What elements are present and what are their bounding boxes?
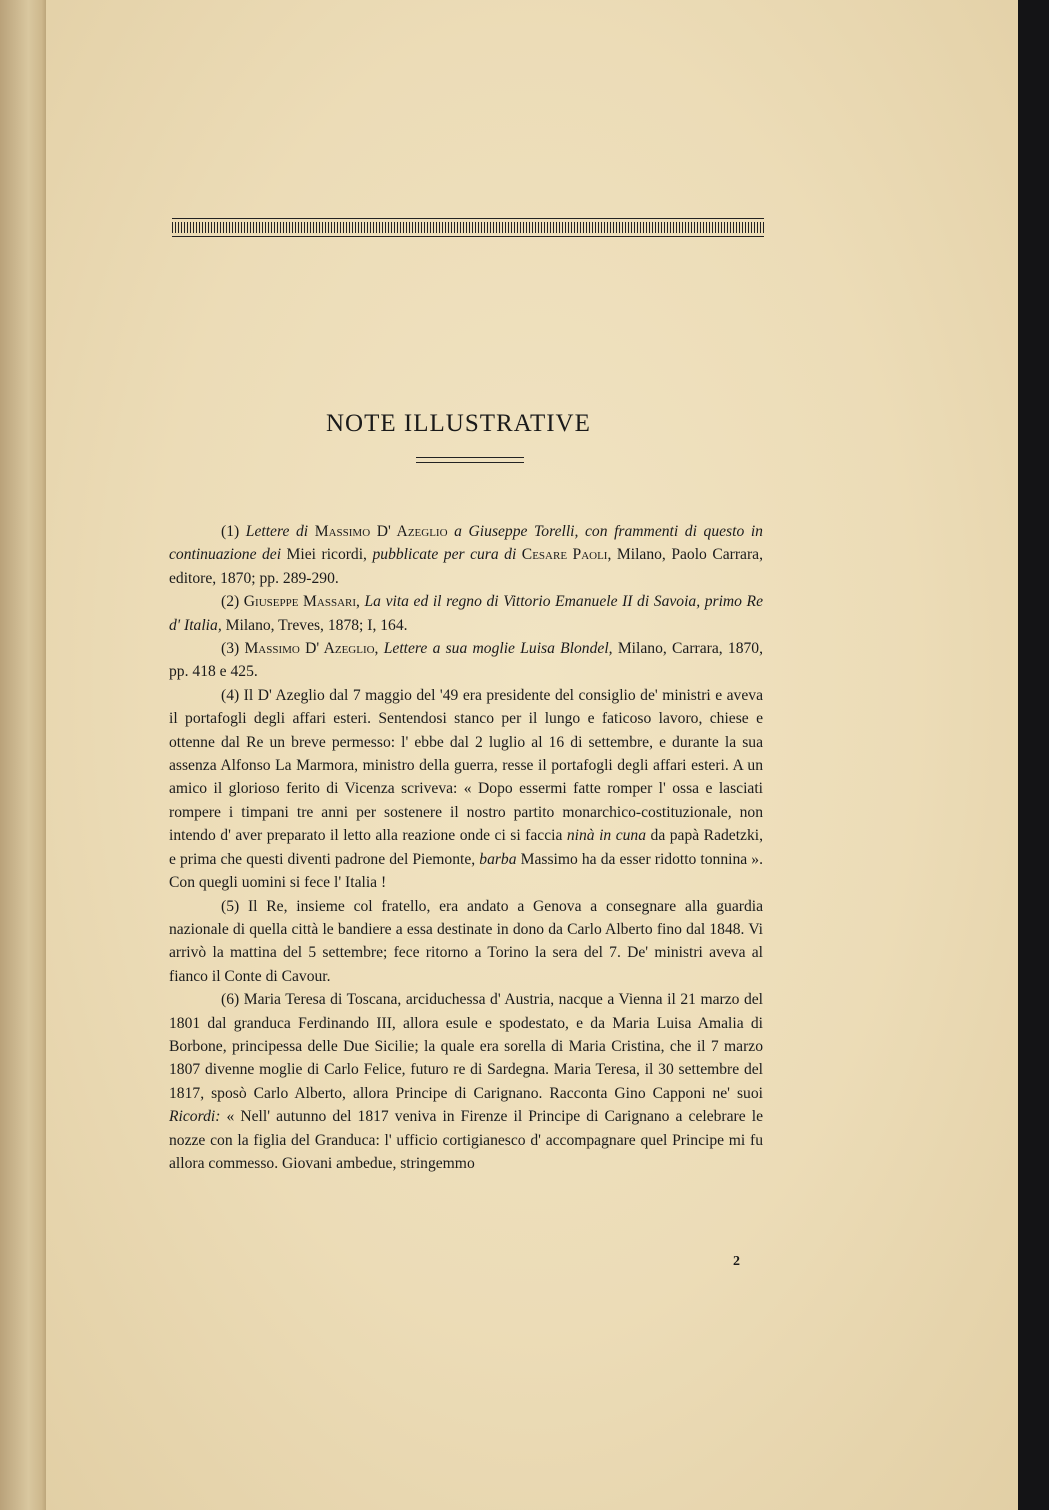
note-4: (4) Il D' Azeglio dal 7 maggio del '49 era presidente del consiglio de' ministri e aveva il portafogli degli affari esteri. Sentendosi stanco per il lungo e faticoso lavoro, chiese e ottenne dal Re un breve permesso: l' ebbe dal 2 luglio al 16 di settembre, e durante la sua assenza Alfonso La Marmora, ministro della guerra, resse il portafogli degli affari esteri. A un amico il glorioso ferito di Vicenza scriveva: « Dopo essermi fatte romper l' ossa e lasciati rompere i timpani tre anni per sostenere il nostro partito monarchico-costituzionale, non intendo d' aver preparato il letto alla reazione onde ci si faccia ninà in cuna da papà Radetzki, e prima che questi diventi padrone del Piemonte, barba Massimo ha da esser ridotto tonnina ». Con quegli uomini si fece l' Italia ! [169,686,763,892]
page-number: 2 [733,1254,740,1269]
note-1: (1) Lettere di Massimo D' Azeglio a Giuseppe Torelli, con frammenti di questo in continuazione dei Miei ricordi, pubblicate per cura di Cesare Paoli, Milano, Paolo Carrara, editore, 1870; pp. 289-290. [169,523,763,587]
note-3: (3) Massimo D' Azeglio, Lettere a sua moglie Luisa Blondel, Milano, Carrara, 1870, pp. 418 e 425. [169,640,763,681]
book-gutter [0,0,52,1510]
scan-background [1018,0,1049,1510]
note-5: (5) Il Re, insieme col fratello, era andato a Genova a consegnare alla guardia nazionale di quella città le bandiere a essa destinate in dono da Carlo Alberto fino dal 1848. Vi arrivò la mattina del 5 settembre; fece ritorno a Torino la sera del 7. De' ministri aveva al fianco il Conte di Cavour. [169,897,763,985]
page-title: NOTE ILLUSTRATIVE [326,410,591,437]
ornamental-rule [172,218,764,240]
note-6: (6) Maria Teresa di Toscana, arciduchessa d' Austria, nacque a Vienna il 21 marzo del 1801 dal granduca Ferdinando III, allora esule e spodestato, e da Maria Luisa Amalia di Borbone, principessa delle Due Sicilie; la quale era sorella di Maria Cristina, che il 7 marzo 1807 divenne moglie di Carlo Felice, futuro re di Sardegna. Maria Teresa, il 30 settembre del 1817, sposò Carlo Alberto, allora Principe di Carignano. Racconta Gino Capponi ne' suoi Ricordi: « Nell' autunno del 1817 veniva in Firenze il Principe di Carignano a celebrare le nozze con la figlia del Granduca: l' ufficio cortigianesco d' accompagnare quel Principe mi fu allora commesso. Giovani ambedue, stringemmo [169,991,763,1172]
title-double-rule [416,457,524,463]
note-2: (2) Giuseppe Massari, La vita ed il regno di Vittorio Emanuele II di Savoia, primo Re d' Italia, Milano, Treves, 1878; I, 164. [169,593,763,634]
notes-body [169,520,763,1175]
